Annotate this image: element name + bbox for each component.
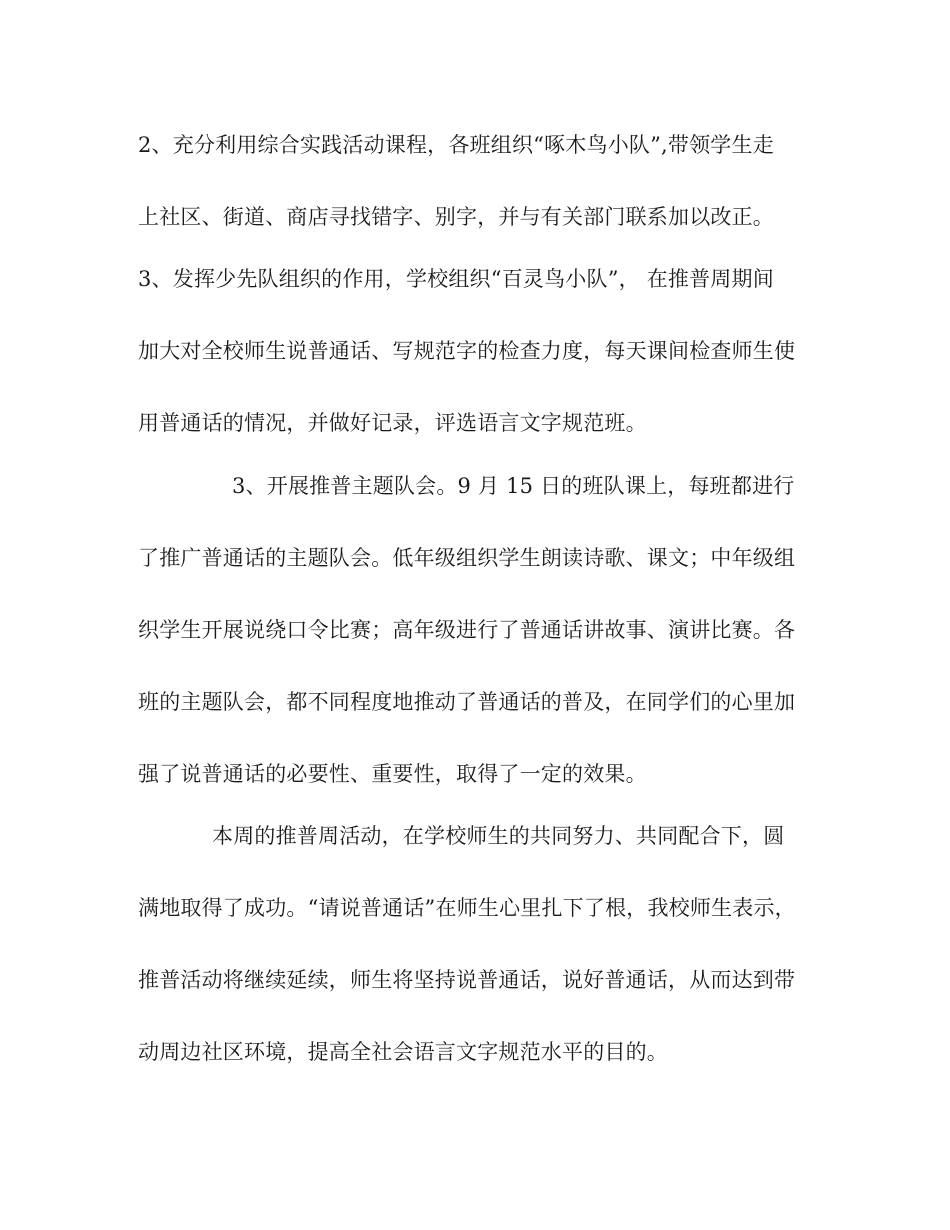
text-line: 2、充分利用综合实践活动课程，各班组织“啄木鸟小队”,带领学生走: [138, 133, 774, 157]
text-line: 动周边社区环境，提高全社会语言文字规范水平的目的。: [138, 1040, 668, 1064]
text-line: 上社区、街道、商店寻找错字、别字，并与有关部门联系加以改正。: [138, 205, 774, 229]
text-line: 了推广普通话的主题队会。低年级组织学生朗读诗歌、课文；中年级组: [138, 546, 796, 570]
text-line: 3、发挥少先队组织的作用，学校组织“百灵鸟小队”， 在推普周期间: [138, 267, 774, 291]
text-line: 满地取得了成功。“请说普通话”在师生心里扎下了根，我校师生表示，: [138, 896, 796, 920]
text-line: 推普活动将继续延续，师生将坚持说普通话，说好普通话，从而达到带: [138, 968, 796, 992]
text-line: 3、开展推普主题队会。9 月 15 日的班队课上，每班都进行: [232, 474, 795, 498]
text-line: 班的主题队会，都不同程度地推动了普通话的普及，在同学们的心里加: [138, 690, 796, 714]
text-line: 本周的推普周活动，在学校师生的共同努力、共同配合下，圆: [212, 824, 785, 848]
text-line: 织学生开展说绕口令比赛；高年级进行了普通话讲故事、演讲比赛。各: [138, 618, 796, 642]
text-line: 强了说普通话的必要性、重要性，取得了一定的效果。: [138, 762, 647, 786]
text-line: 加大对全校师生说普通话、写规范字的检查力度，每天课间检查师生使: [138, 339, 796, 363]
text-line: 用普通话的情况，并做好记录，评选语言文字规范班。: [138, 411, 647, 435]
